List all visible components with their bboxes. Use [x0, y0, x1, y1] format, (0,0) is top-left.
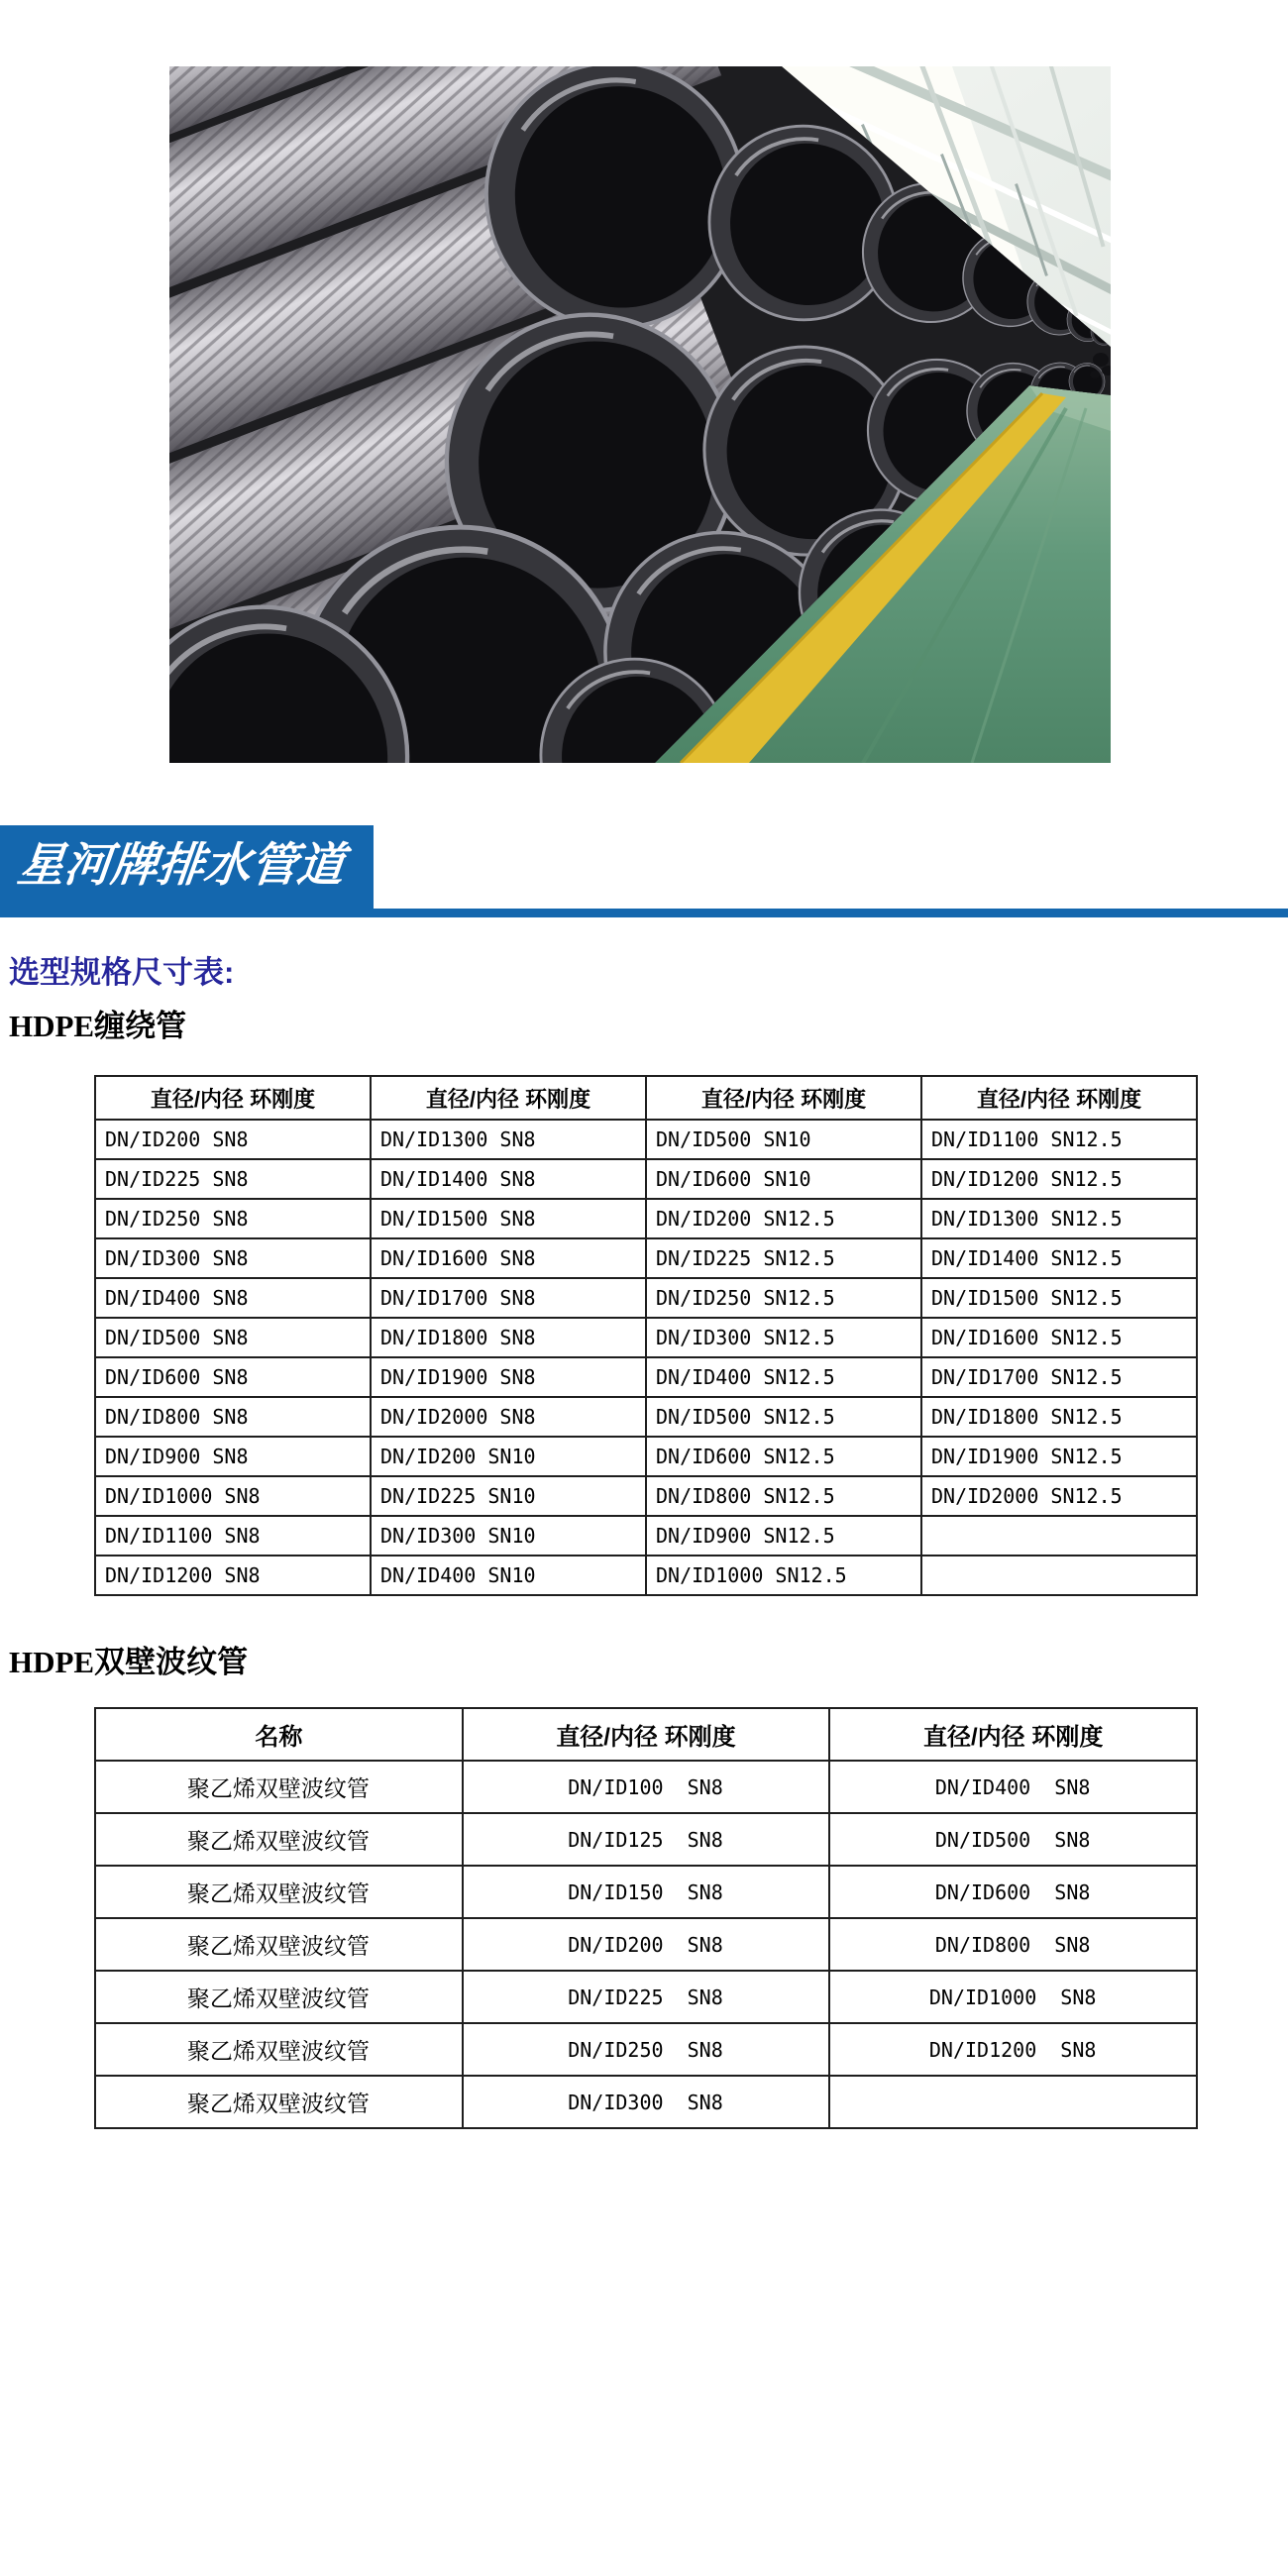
table-cell: DN/ID225 SN8	[95, 1159, 371, 1199]
hdpe-corrugated-spec-table	[94, 1707, 1198, 2129]
column-header: 直径/内径 环刚度	[829, 1708, 1197, 1761]
table-cell: DN/ID400 SN8	[95, 1278, 371, 1318]
table-cell: 聚乙烯双壁波纹管	[95, 1813, 463, 1866]
table-cell: DN/ID200 SN10	[371, 1437, 646, 1476]
table-cell: DN/ID250 SN8	[463, 2023, 830, 2076]
table-cell: DN/ID600 SN12.5	[646, 1437, 921, 1476]
column-header: 直径/内径 环刚度	[371, 1076, 646, 1120]
table-row	[95, 1437, 1197, 1476]
table-cell: DN/ID2000 SN8	[371, 1397, 646, 1437]
header-row	[95, 1708, 1197, 1761]
table-row	[95, 1357, 1197, 1397]
table-cell: DN/ID1500 SN8	[371, 1199, 646, 1238]
table-cell: DN/ID1700 SN8	[371, 1278, 646, 1318]
table-cell: DN/ID150 SN8	[463, 1866, 830, 1918]
table-cell: DN/ID1200 SN8	[95, 1556, 371, 1595]
table-cell: DN/ID250 SN8	[95, 1199, 371, 1238]
table-cell: DN/ID100 SN8	[463, 1761, 830, 1813]
table-cell: DN/ID600 SN8	[95, 1357, 371, 1397]
table-cell: DN/ID1300 SN12.5	[921, 1199, 1197, 1238]
table-cell: DN/ID1400 SN12.5	[921, 1238, 1197, 1278]
table-cell: DN/ID200 SN8	[95, 1120, 371, 1159]
column-header: 直径/内径 环刚度	[95, 1076, 371, 1120]
table-cell: DN/ID400 SN10	[371, 1556, 646, 1595]
pipes-illustration	[169, 66, 1111, 763]
table-cell: DN/ID900 SN8	[95, 1437, 371, 1476]
table-cell: DN/ID1600 SN12.5	[921, 1318, 1197, 1357]
table-cell: DN/ID1900 SN8	[371, 1357, 646, 1397]
table-row	[95, 1159, 1197, 1199]
table-cell: DN/ID500 SN12.5	[646, 1397, 921, 1437]
warehouse-pipes-photo	[169, 66, 1111, 763]
table-cell: 聚乙烯双壁波纹管	[95, 1971, 463, 2023]
table-cell: DN/ID125 SN8	[463, 1813, 830, 1866]
table2-heading: HDPE双壁波纹管	[9, 1645, 249, 1679]
table-cell: DN/ID1500 SN12.5	[921, 1278, 1197, 1318]
table-row	[95, 1199, 1197, 1238]
table-cell: DN/ID500 SN8	[829, 1813, 1197, 1866]
table-cell: DN/ID1400 SN8	[371, 1159, 646, 1199]
table-cell: DN/ID300 SN10	[371, 1516, 646, 1556]
table-cell: DN/ID300 SN8	[463, 2076, 830, 2128]
table-cell: DN/ID1100 SN12.5	[921, 1120, 1197, 1159]
table-cell	[921, 1556, 1197, 1595]
section-title: 选型规格尺寸表:	[9, 955, 235, 990]
table-cell: DN/ID1000 SN8	[95, 1476, 371, 1516]
table-cell: 聚乙烯双壁波纹管	[95, 1918, 463, 1971]
hdpe-wrap-spec-table	[94, 1075, 1198, 1596]
table-row	[95, 2023, 1197, 2076]
table-row	[95, 1556, 1197, 1595]
table-cell: DN/ID250 SN12.5	[646, 1278, 921, 1318]
table-cell: DN/ID1200 SN8	[829, 2023, 1197, 2076]
table-cell: DN/ID1200 SN12.5	[921, 1159, 1197, 1199]
table1-heading: HDPE缠绕管	[9, 1009, 187, 1043]
table-cell: DN/ID1600 SN8	[371, 1238, 646, 1278]
table-cell: DN/ID2000 SN12.5	[921, 1476, 1197, 1516]
table-cell: DN/ID400 SN8	[829, 1761, 1197, 1813]
table-cell: DN/ID800 SN8	[829, 1918, 1197, 1971]
header-row	[95, 1076, 1197, 1120]
table-cell: DN/ID600 SN8	[829, 1866, 1197, 1918]
table-cell: DN/ID1800 SN12.5	[921, 1397, 1197, 1437]
banner-underline	[0, 909, 1288, 917]
table-cell	[921, 1516, 1197, 1556]
table-row	[95, 1918, 1197, 1971]
table-cell: DN/ID1000 SN8	[829, 1971, 1197, 2023]
table-cell: 聚乙烯双壁波纹管	[95, 1761, 463, 1813]
table-cell: DN/ID800 SN12.5	[646, 1476, 921, 1516]
table-row	[95, 1278, 1197, 1318]
table-cell: 聚乙烯双壁波纹管	[95, 1866, 463, 1918]
brand-banner-title: 星河牌排水管道	[15, 840, 347, 892]
table-row	[95, 1238, 1197, 1278]
table-row	[95, 1476, 1197, 1516]
table-cell: DN/ID225 SN10	[371, 1476, 646, 1516]
table-cell: DN/ID500 SN10	[646, 1120, 921, 1159]
table-cell: DN/ID1800 SN8	[371, 1318, 646, 1357]
table-cell: DN/ID1700 SN12.5	[921, 1357, 1197, 1397]
table-cell: DN/ID1900 SN12.5	[921, 1437, 1197, 1476]
table-cell: DN/ID1100 SN8	[95, 1516, 371, 1556]
column-header: 直径/内径 环刚度	[646, 1076, 921, 1120]
table-cell: DN/ID400 SN12.5	[646, 1357, 921, 1397]
column-header: 直径/内径 环刚度	[463, 1708, 830, 1761]
table-cell: 聚乙烯双壁波纹管	[95, 2076, 463, 2128]
table-row	[95, 1516, 1197, 1556]
table-row	[95, 2076, 1197, 2128]
table-cell: DN/ID1000 SN12.5	[646, 1556, 921, 1595]
column-header: 直径/内径 环刚度	[921, 1076, 1197, 1120]
table-cell: DN/ID225 SN8	[463, 1971, 830, 2023]
table-row	[95, 1397, 1197, 1437]
table-row	[95, 1120, 1197, 1159]
table-cell: DN/ID200 SN8	[463, 1918, 830, 1971]
brand-banner	[0, 825, 374, 909]
table-cell	[829, 2076, 1197, 2128]
table-cell: DN/ID900 SN12.5	[646, 1516, 921, 1556]
column-header: 名称	[95, 1708, 463, 1761]
table-cell: DN/ID225 SN12.5	[646, 1238, 921, 1278]
table-cell: DN/ID300 SN8	[95, 1238, 371, 1278]
table-row	[95, 1761, 1197, 1813]
table-row	[95, 1866, 1197, 1918]
table-cell: DN/ID1300 SN8	[371, 1120, 646, 1159]
table-cell: DN/ID300 SN12.5	[646, 1318, 921, 1357]
table-row	[95, 1813, 1197, 1866]
table-cell: DN/ID500 SN8	[95, 1318, 371, 1357]
table-cell: 聚乙烯双壁波纹管	[95, 2023, 463, 2076]
table-row	[95, 1971, 1197, 2023]
table-cell: DN/ID800 SN8	[95, 1397, 371, 1437]
table-cell: DN/ID200 SN12.5	[646, 1199, 921, 1238]
table-cell: DN/ID600 SN10	[646, 1159, 921, 1199]
table-row	[95, 1318, 1197, 1357]
